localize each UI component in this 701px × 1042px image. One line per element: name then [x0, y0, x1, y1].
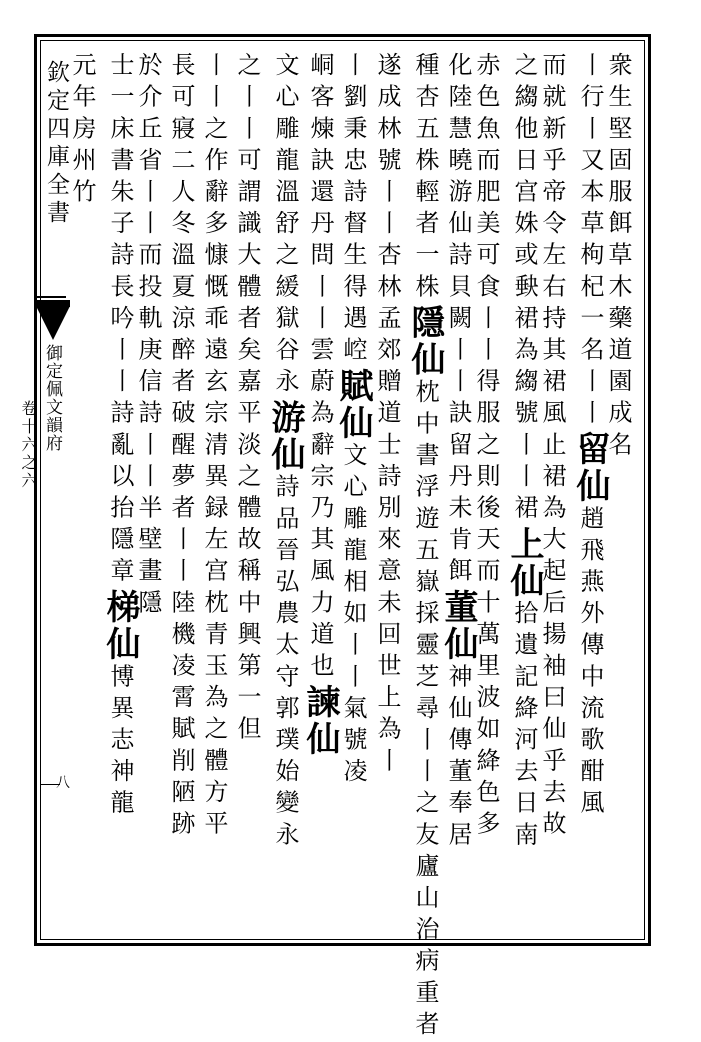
text-column: [235, 52, 259, 747]
page-number: 八: [56, 775, 70, 791]
entry-headword: 留仙: [570, 431, 610, 506]
text-column: [606, 52, 630, 463]
text-run: 於介丘省丨丨而投軌庚信詩丨丨半壁畫隱: [134, 52, 162, 621]
entry-headword: 諫仙: [300, 684, 340, 759]
text-run: 而就新乎帝令左右持其裙風止裙為: [538, 52, 566, 526]
text-column: [70, 52, 94, 210]
text-run: 博異志神龍: [106, 663, 134, 822]
entry-headword: 游仙: [265, 399, 305, 474]
text-column: [202, 52, 226, 842]
text-run: 長可寢二人冬溫夏涼醉者破醒夢者丨丨陸機凌霄賦削陋跡: [167, 52, 195, 842]
text-run: 文心雕龍溫舒之緩獄谷永: [271, 52, 299, 400]
entry-headword: 賦仙: [333, 368, 373, 442]
text-run: 嘉平淡之體故稱中興第一但: [233, 368, 261, 748]
margin-divider: [36, 296, 66, 298]
text-column: [265, 52, 305, 853]
book-title: 御定佩文韻府: [42, 344, 62, 452]
text-column: [405, 52, 445, 1042]
text-run: 枕中書浮遊五嶽採靈芝尋丨丨之友: [411, 378, 439, 853]
text-run: 雲蔚為辭宗乃其風力道也: [306, 336, 334, 685]
text-column: [136, 52, 160, 621]
text-column: [540, 52, 564, 842]
text-column: [300, 52, 340, 759]
text-run: 趙飛燕外傳中流歌酣風: [576, 505, 604, 822]
text-run: 之丨丨可謂識大體者矣: [233, 52, 261, 368]
text-run: 拾遺記絳河去日南: [510, 600, 538, 853]
entry-headword: 隱仙: [405, 304, 445, 379]
entry-headword: 上仙: [504, 526, 544, 600]
text-run: 丨劉秉忠詩督生得遇崆: [339, 52, 367, 368]
text-run: 衆生堅固服餌草木藥道園成名: [604, 52, 632, 463]
text-run: 士一床書朱子詩長吟丨丨詩亂以抬隱章: [106, 52, 134, 590]
entry-headword: 梯仙: [100, 589, 140, 664]
text-column: [438, 52, 478, 853]
text-run: 詩品晉弘農太守郭璞始變永: [271, 473, 299, 853]
text-column: [504, 52, 544, 853]
text-run: 大起后揚袖曰仙乎去故: [538, 526, 566, 842]
fish-tail-mark: [36, 306, 70, 340]
text-run: 廬山治病重者: [411, 852, 439, 1042]
text-run: 化陸慧曉游仙詩貝闕丨丨訣留丹未肯餌: [444, 52, 472, 590]
text-column: [474, 52, 498, 842]
text-column: [570, 52, 610, 822]
text-run: 遂成林號丨丨杏林: [373, 52, 401, 305]
text-run: 元年房州竹: [68, 52, 96, 210]
text-run: 十萬里波如絳色多: [472, 589, 500, 843]
text-run: 赤色魚而肥美可食丨丨得服之則後天而: [472, 52, 500, 590]
text-column: [169, 52, 193, 842]
text-run: 丨丨之作辭多慷慨乖遠玄宗清異録左宫枕青玉為之體方平: [200, 52, 228, 842]
text-run: 神仙傳董奉居: [444, 663, 472, 853]
text-run: 峒客煉訣還丹問丨丨: [306, 52, 334, 337]
text-run: 之縐他日宫姝或𡙇裙為縐號丨丨裙: [510, 52, 538, 526]
text-column: [333, 52, 373, 790]
text-run: 種杏五株輕者一株: [411, 52, 439, 305]
text-column: [375, 52, 399, 779]
text-run: 孟郊贈道士詩別來意未回世上為丨: [373, 304, 401, 779]
text-column: [100, 52, 140, 822]
text-run: 丨行丨又本草枸杞一名丨丨: [576, 52, 604, 432]
text-run: 文心雕龍相如丨丨氣號凌: [339, 442, 367, 790]
entry-headword: 董仙: [438, 589, 478, 664]
volume-label: 卷十六之六: [19, 400, 38, 490]
edge-title: 欽定四庫全書: [43, 60, 69, 228]
